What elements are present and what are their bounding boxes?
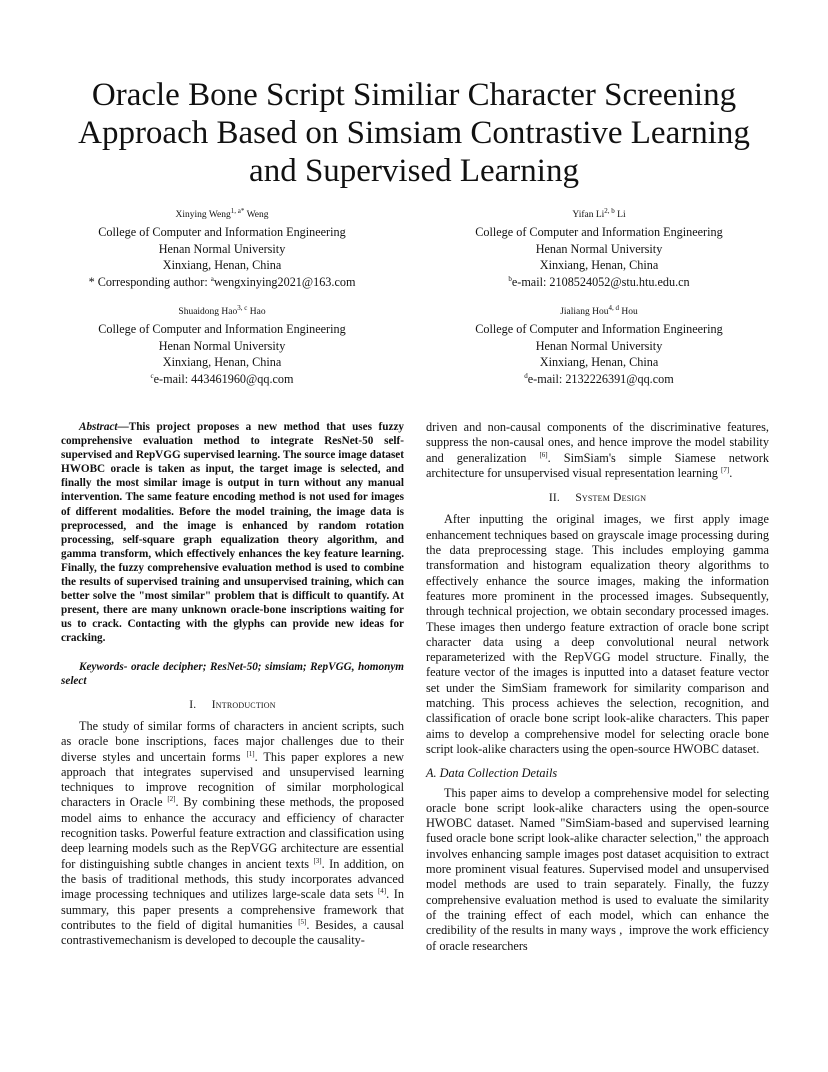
citation: [3] — [313, 856, 322, 865]
data-collection-paragraph: This paper aims to develop a comprehensive model for selecting oracle bone script look-alike characters using the open-source HWOBC dataset. Named "SimSiam-based and supervised learning fused oracle bone script look-alike character selection," the approach involves enhancing sample images post dataset acquisition to extract more prominent visual features. Supervised model and unsupervised model methods are used to train separately. Finally, the fuzzy comprehensive evaluation method is used to evaluate the similarity of the training effect of each model, which can enhance the credibility of the results in many ways , improve the work efficiency of oracle researchers — [426, 785, 769, 953]
author-university: Henan Normal University — [158, 241, 286, 256]
author-affiliation: College of Computer and Information Engineering — [475, 322, 723, 336]
keywords: Keywords- oracle decipher; ResNet-50; simsiam; RepVGG, homonym select — [61, 660, 404, 687]
abstract-text: —This project proposes a new method that uses fuzzy comprehensive evaluation method to integrate ResNet-50 self-supervised and RepVGG supervised learning. The source image dataset HWOBC oracle is taken as input, the target image is selected, and finally the most similar image is output in turn without any manual intervention. The same feature encoding method is not used for images of different modalities. Before the model training, the image data is preprocessed, and the image is enhanced by random rotation processing, self-square graph equalization theory algorithm, and gamma transform, which effectively enhances the key feature learning. Finally, the fuzzy comprehensive evaluation method is used to combine the results of supervised training and unsupervised training, which can better solve the "most similar" problem that is difficult to quantify. At present, there are many unknown oracle-bone inscriptions waiting for us to crack. Contacting with the glyphs can provide new ideas for cracking. — [61, 421, 404, 645]
title-line: Oracle Bone Script Similiar Character Screening — [91, 77, 737, 113]
author-location: Xinxiang, Henan, China — [162, 258, 282, 272]
author-university: Henan Normal University — [158, 338, 286, 353]
author-block-hou — [409, 305, 789, 387]
intro-paragraph-continued: driven and non-causal components of the discriminative features, suppress the non-causal ones, and hence improve the model stability and generalization [6]. SimSiam's simple Siamese network architecture for unsupervised visual representation learning [7]. — [426, 420, 769, 480]
author-affiliation: College of Computer and Information Engineering — [98, 322, 346, 336]
author-contact: $^b$e-mail: 2108524052@stu.htu.edu.cn — [508, 274, 690, 289]
system-design-paragraph: After inputting the original images, we first apply image enhancement techniques based on grayscale image processing during the data preprocessing stage. This includes employing gamma transformation and histogram equalization theory algorithms to effectively enhance the source images, making the information features more prominent in the processed images. Subsequently, through technical projection, we obtain secondary processed images. These images then undergo feature extraction of oracle bone script character data using a deep convolutional neural network reparameterized with the RepVGG model structure. Finally, the feature vector of the images is inputted into a dataset feature vector set under the SimSiam framework for similarity comparison and matching. This process achieves the selection, recognition, and classification of oracle bone script look-alike characters. This paper aims to develop a comprehensive model for selecting oracle bone script look-alike characters using the open-source HWOBC dataset. — [426, 512, 769, 756]
section-heading-system-design: II. System Design — [548, 492, 647, 505]
title-line: Approach Based on Simsiam Contrastive Learning — [78, 115, 750, 151]
author-contact: $^c$e-mail: 443461960@qq.com — [150, 371, 294, 386]
author-university: Henan Normal University — [535, 338, 663, 353]
author-name: Jialiang Hou$^{4, d}$ Hou — [560, 303, 638, 317]
abstract-label: Abstract — [79, 421, 118, 433]
subsection-heading-data-collection: A. Data Collection Details — [426, 766, 558, 781]
citation: [5] — [298, 917, 307, 926]
citation: [6] — [539, 450, 548, 459]
author-name: Shuaidong Hao$^{3, c}$ Hao — [178, 303, 266, 317]
author-name: Yifan Li$^{2, b}$ Li — [572, 206, 626, 220]
author-university: Henan Normal University — [535, 241, 663, 256]
paper-title — [40, 76, 788, 190]
right-column — [426, 420, 769, 954]
section-heading-introduction: I. Introduction — [189, 698, 276, 711]
author-block-li — [409, 208, 789, 290]
citation: [2] — [167, 795, 176, 804]
author-location: Xinxiang, Henan, China — [539, 355, 659, 369]
title-line: and Supervised Learning — [249, 153, 579, 189]
author-affiliation: College of Computer and Information Engineering — [475, 225, 723, 239]
author-name: Xinying Weng$^{1, a*}$ Weng — [175, 206, 269, 220]
author-contact: $^d$e-mail: 2132226391@qq.com — [524, 371, 674, 386]
citation: [1] — [246, 749, 255, 758]
author-block-hao — [32, 305, 412, 387]
author-contact: * Corresponding author: $^a$wengxinying2021@163.com — [88, 274, 356, 289]
author-affiliation: College of Computer and Information Engineering — [98, 225, 346, 239]
author-location: Xinxiang, Henan, China — [539, 258, 659, 272]
citation: [7] — [721, 465, 730, 474]
left-column — [61, 420, 404, 948]
author-block-weng — [32, 208, 412, 290]
author-location: Xinxiang, Henan, China — [162, 355, 282, 369]
intro-paragraph: The study of similar forms of characters in ancient scripts, such as oracle bone inscriptions, faces major challenges due to their diverse styles and uncertain forms [1]. This paper explores a new approach that integrates supervised and unsupervised learning techniques to improve recognition of similar morphological characters in Oracle [2]. By combining these methods, the proposed model aims to enhance the accuracy and efficiency of character recognition tasks. Powerful feature extraction and classification using deep learning models such as the RepVGG architecture are essential for distinguishing subtle changes in ancient texts [3]. In addition, on the basis of traditional methods, this study incorporates advanced image processing techniques and utilizes large-scale data sets [4]. In summary, this paper presents a comprehensive framework that contributes to the field of digital humanities [5]. Besides, a causal contrastivemechanism is developed to decouple the causality- — [61, 718, 404, 948]
citation: [4] — [377, 887, 387, 896]
abstract — [61, 420, 404, 646]
